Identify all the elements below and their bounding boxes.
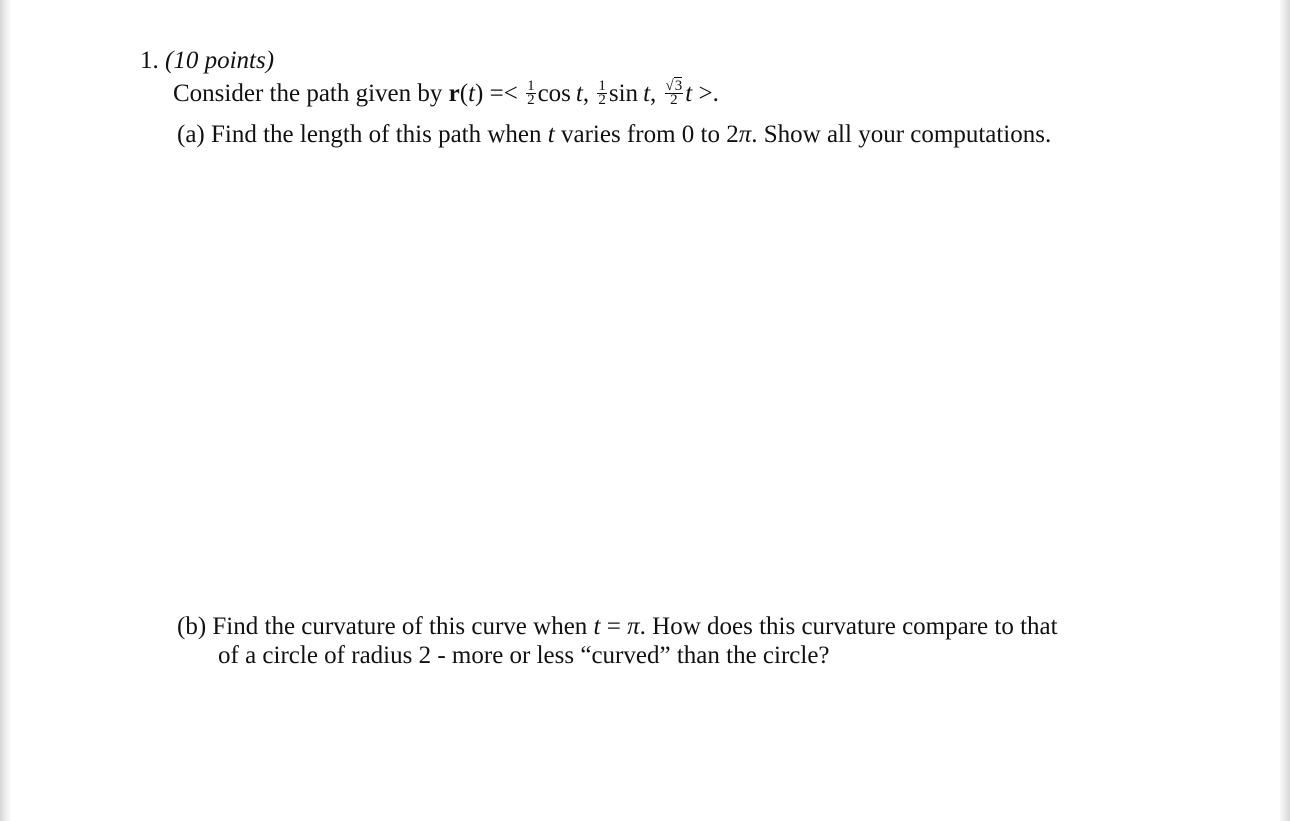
paren-open: ( [459,80,469,107]
part-a-text: varies from 0 to 2 [560,121,739,148]
sin-function: sin [608,80,639,107]
angle-close: >. [698,80,719,107]
part-a-label: (a) [177,121,205,148]
var-t: t [575,80,583,107]
comma: , [582,80,590,107]
part-a-text: Find the length of this path when [211,121,542,148]
var-t: t [685,80,693,107]
fraction-half-2 [597,77,607,108]
var-t: t [643,80,651,107]
intro-lead: Consider the path given by [173,80,443,107]
fraction-numerator: 1 [527,77,535,94]
part-b-text: Find the curvature of this curve when [212,613,588,640]
sqrt-argument: 3 [674,77,683,94]
vector-r: r [448,80,460,107]
fraction-denominator: 2 [527,91,535,108]
paren-close-eq: ) =< [475,80,518,107]
fraction-denominator: 2 [598,91,606,108]
part-b [177,612,1058,642]
part-b-label: (b) [177,613,207,640]
page-edge-right [1280,0,1290,821]
page-edge-left [0,0,10,821]
part-b-text: . How does this curvature compare to that [639,613,1058,640]
var-t: t [547,121,555,148]
problem-intro [173,79,719,109]
fraction-denominator: 2 [670,91,678,108]
var-t: t [593,613,601,640]
pi-symbol: π [738,121,752,148]
problem-header [140,46,274,76]
pi-symbol: π [627,613,640,640]
part-b-line-2 [218,641,830,671]
document-page [10,0,1280,821]
part-a-text: . Show all your computations. [751,121,1052,148]
var-t: t [468,80,476,107]
fraction-sqrt3-over-2 [665,77,684,108]
equals-sign: = [606,613,621,640]
problem-points: (10 points) [165,47,275,74]
fraction-half-1 [526,77,536,108]
sqrt-symbol: √ [665,77,674,94]
part-b-text: of a circle of radius 2 - more or less “curved” than the circle? [218,642,830,669]
comma: , [650,80,657,107]
cos-function: cos [537,80,571,107]
problem-number: 1. [140,47,159,74]
fraction-numerator: 1 [598,77,606,94]
part-a [177,120,1051,150]
